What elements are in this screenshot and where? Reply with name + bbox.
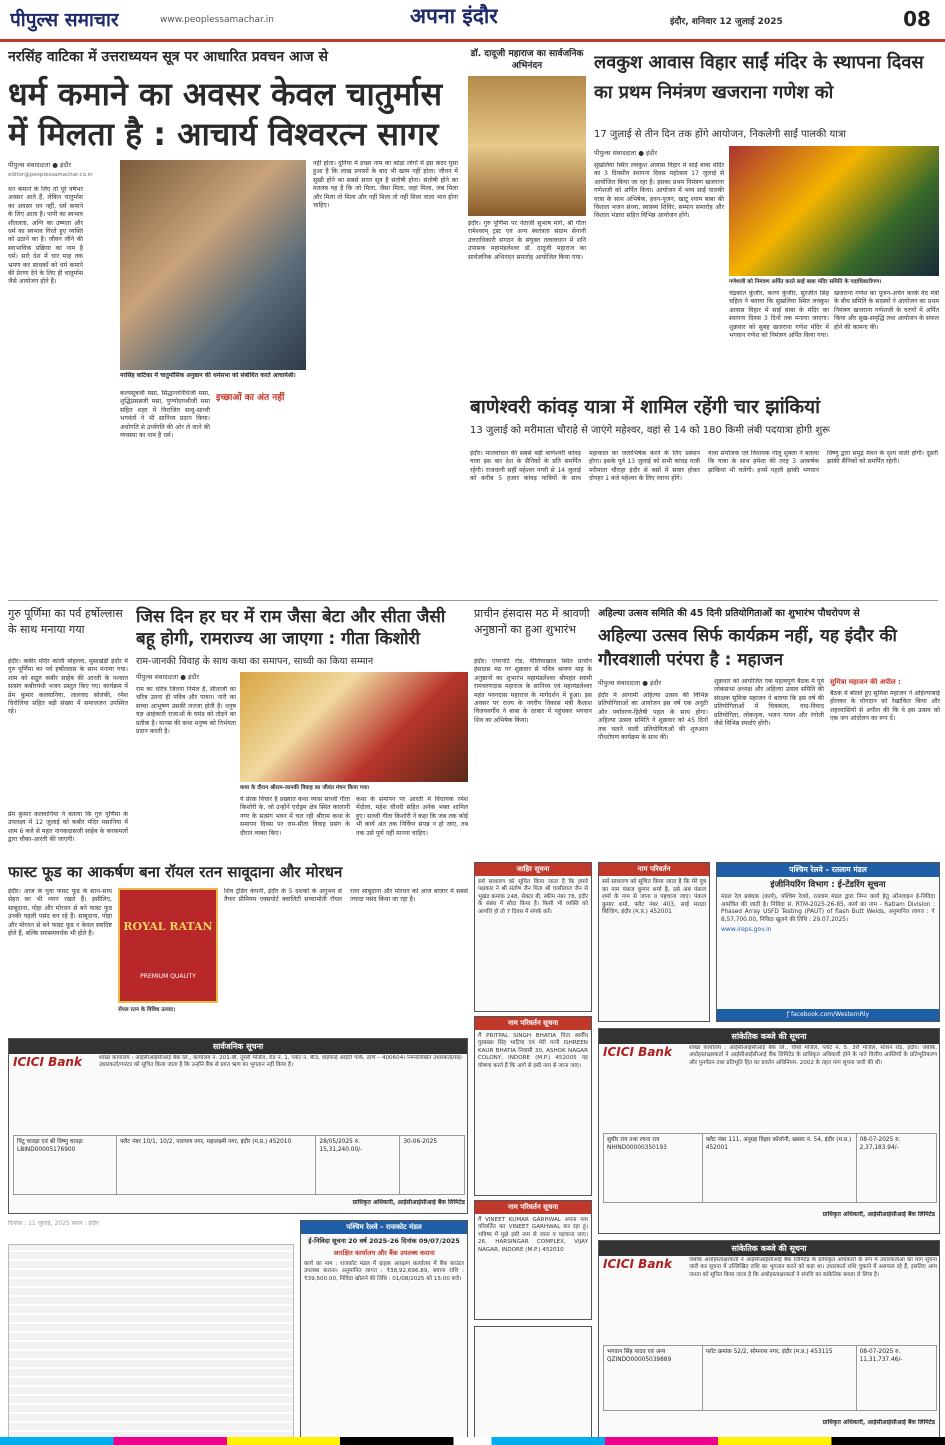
article-body: इंदौर। गुरु पूर्णिमा पर नेताजी सुभाष मार्ग, श्री गीता रामेश्वरम् ट्रस्ट एवं अन्य स्वतंत्रता संग्राम सेनानी उत्तराधिकारी संगठन के संयुक्त तत्वावधान में शनि उपासक महामंडलेश्वर डॉ. दादूजी महाराज का सार्वजनिक अभिनंदन समारोह आयोजित किया गया। [468,220,586,261]
article-body: इंदौर। कबीर मंदिर कोली मोहल्ला, मुसाखेड़ी इंदौर में गुरु पूर्णिमा का पर्व हर्षोल्लास के साथ मनाया गया। शाम को सद्गुरु कबीर साहेब की आरती के पश्चात सत्संग कबीरपंथी भजन प्रस्तुत किए गए। कार्यक्रम में प्रेम कुमार कलवानिया, लालचंद सोलंकी, रमेश चिरोलिया सहित बड़ी संख्या में समाजजन उपस्थित रहे। [8,658,128,716]
table-cell: 08-07-2025 रु. 2,37,183.94/- [859,1137,901,1151]
masthead [0,0,945,42]
article-body: राम का चरित्र जितना निर्मल है, सीताजी का चरित्र उतना ही पवित्र और पावन। नारी का सच्चा आभूषण उसकी लज्जा होती है। धनुष यज्ञ आहंकारी राजाओं के घमंड को तोड़ने का प्रतीक है। मानस की कथा मनुष्य को निर्भयता प्रदान करती है। [136,686,236,736]
notice-signature: प्राधिकृत अधिकारी, आईसीआईसीआई बैंक लिमिटेड [822,1419,935,1426]
notice-title: सांकेतिक कब्जे की सूचना [599,1029,939,1044]
photo-caption: कथा के दौरान श्रीराम-जानकी विवाह का जीवंत मंचन किया गया। [240,785,370,791]
article-photo [468,76,586,216]
dateline: इंदौर, शनिवार 12 जुलाई 2025 [670,17,783,27]
product-label: PREMIUM QUALITY [140,973,196,980]
article-guru-purnima [8,606,128,856]
notice-text: मंडल रेल प्रबंधक (कार्य), पश्चिम रेलवे, रतलाम मंडल द्वारा निम्न कार्य हेतु ऑनलाइन ई-निविदा आमंत्रित की जाती है। निविदा सं. RTM-2025-26-85, कार्य का नाम - Ratlam Division : Phased Array USFD Testing (PAUT) of flash Butt Welds, अनुमानित लागत : ₹ 8,57,700.00, निविदा खुलने की तिथि : 29.07.2025। [721,894,935,923]
bank-logo: ICICI Bank [603,1257,672,1271]
name-change-notice [474,1016,592,1196]
article-body: इंदौर। मालवांचल की सबसे बड़ी बाणेश्वरी कांवड़ यात्रा इस बार देश के सैनिकों के प्रति समर्पित रहेगी। राजधानी सहीं महेश्वर नगरी से 14 जुलाई को करीब 5 हजार कांवड़ यात्रियों के साथ महाकाल का जलाभिषेक करने के लिए प्रस्थान होगा। इसके पूर्व 13 जुलाई को सभी कांवड़ यात्री मरीमाता चौराहा इंदौर से बसों में सवार होकर दोपहर 1 बजे महेश्वर के लिए रवाना होंगे। [470,450,700,483]
article-body: सुखलिया स्थित लवकुश आवास विहार में साईं बाबा मंदिर का 3 दिवसीय स्थापना दिवस महोत्सव 17 जुलाई से आयोजित किया जा रहा है। इसका प्रथम निमंत्रण खजराना गणेशजी को अर्पित किया। आयोजन में भव्य साईं पालकी यात्रा के साथ अभिषेक, हवन-पूजन, खाटू श्याम बाबा की विशाल भजन संध्या, स्वास्थ्य शिविर, सम्मान समारोह और विशाल भंडारा सहित विभिन्न आयोजन होंगे। [594,162,724,220]
facebook-icon: ƒ [786,1011,790,1018]
notice-title: नाम परिवर्तन सूचना [475,1017,591,1030]
table-cell: प्लॉट क्रमांक 52/2, सोमनाथ नगर, इंदौर (म.प्र.) 453115 [703,1346,857,1410]
product-brand: ROYAL RATAN [123,920,213,933]
icici-public-notice [8,1038,468,1214]
table-cell: भगवान सिंह यादव एवं अन्य QZINDO00005039889 [604,1346,703,1410]
article-subhead: राम-जानकी विवाह के साथ कथा का समापन, साध्वी का किया सम्मान [136,656,374,667]
article-body: इंदौर। आज के युवा फास्ट फूड के साथ-साथ सेहत का भी ध्यान रखते हैं। इसीलिए, साबूदाना, पोहा और मोरधन से बने फास्ट फूड उनकी पहली पसंद बन रहे हैं। साबूदाना, पोहा और मोरधन से बने फास्ट फूड न केवल स्वादिष्ट होते हैं, बल्कि स्वास्थ्यवर्धक भी होते हैं। [8,888,112,938]
notice-social-handle[interactable]: facebook.com/WesternRly [790,1011,870,1018]
ad-space [8,1244,294,1440]
article-royal-ratan [8,862,468,1032]
article-saibaba [594,48,939,388]
article-email: editor@peoplessamachar.co.in [8,172,93,178]
bank-logo: ICICI Bank [603,1045,672,1059]
product-caption: रॉयल रतन के विविध उत्पाद। [118,1007,176,1013]
table-cell: 08-07-2025 रु. 11,31,737.46/- [859,1349,903,1363]
photo-caption: गणेशजी को निमंत्रण अर्पित करते साईं बाबा मंदिर समिति के पदाधिकारीगण। [729,279,882,285]
bank-logo: ICICI Bank [13,1055,82,1069]
notice-subtitle-2: आरक्षित कार्यालय और बैंक उपलब्ध कराना [333,1249,435,1257]
article-headline: लवकुश आवास विहार साईं मंदिर के स्थापना दिवस का प्रथम निमंत्रण खजराना गणेश को [594,52,924,103]
notice-text: कार्य का नाम : राजकोट मंडल में ग्राहक आरक्षण कार्यालय में बैंक काउंटर उपलब्ध कराना। अनुमानित लागत : ₹38,92,696.89, बयाना राशि : ₹39,500.00, निविदा खोलने की तिथि : 01/08/2025 को 15:00 बजे। [304,1261,464,1282]
divider [8,600,938,601]
notice-text: सर्व साधारण को सूचित किया जाता है कि मेरे पुत्र का नाम पंकज कुमार शर्मा है, उसे अब पंकज शर्मा के नाम से जाना व पहचाना जाए। पंकज कुमार शर्मा, फ्लैट नंबर 403, साईं मराठा बिल्डिंग, इंदौर (म.प्र.) 452001 [602,879,706,916]
notice-text: शाखा कार्यालय : आईसीआईसीआई बैंक लि., चौथी मंजिल, प्लॉट नं. 5, 3री मंजिल, स्टेशन रोड, इंदौर। जबकि, अधोहस्ताक्षरकर्ता ने आईसीआईसीआई बैंक लिमिटेड के प्राधिकृत अधिकारी होने के नाते वित्तीय आस्तियों के प्रतिभूतिकरण और पुनर्गठन तथा प्रतिभूति हित का प्रवर्तन अधिनियम, 2002 के तहत मांग सूचना जारी की थी। [689,1045,937,1066]
article-headline: गुरु पूर्णिमा का पर्व हर्षोल्लास के साथ मनाया गया [8,607,123,636]
railway-tender-notice [716,862,940,1022]
article-ahilya-utsav [598,606,940,856]
article-headline: फास्ट फूड का आकर्षण बना रॉयल रतन सावूदाना और मोरधन [8,863,343,881]
notice-dated: दिनांक : 11 जुलाई, 2025 स्थान : इंदौर [8,1220,99,1227]
notice-title: जाहिर सूचना [475,863,591,876]
notice-text: शाखा कार्यालय : आईसीआईसीआई बैंक लि., कार्यालय नं. 201-बी, दूसरी मंजिल, रोड नं. 1, प्लॉट नं. बी3, वाईफाई आईटी पार्क, ठाणे – 400604। निम्नलिखित उधारकर्ता/सह-उधारकर्ता/गारंटर को सूचित किया जाता है कि उन्होंने बैंक से प्राप्त ऋण का भुगतान नहीं किया है। [99,1055,463,1069]
notice-table [13,1135,465,1195]
article-geeta-kishori [136,606,468,856]
article-body-col2: शुक्रवार को आयोजित एक महत्वपूर्ण बैठक में पूर्व लोकसभा अध्यक्ष और अहिल्या उत्सव समिति की संरक्षक सुमित्रा महाजन ने बताया कि इस वर्ष की प्रतियोगिताओं में चित्रकला, वाद-विवाद प्रतियोगिता, लोकनृत्य, भजन गायन और रंगोली जैसे विभिन्न स्पर्धाएं होंगी। [714,678,824,728]
article-byline: पीपुल्स संवाददाता ● इंदौर [594,149,657,157]
notice-title: पश्चिम रेलवे – राजकोट मंडल [301,1221,467,1234]
icici-possession-notice-2 [598,1240,940,1440]
notice-signature: प्राधिकृत अधिकारी, आईसीआईसीआई बैंक लिमिटेड [352,1199,465,1206]
table-cell: पिंटू चावड़ा एवं श्री विष्णु चावड़ा LBIND00005176900 [14,1136,117,1194]
article-body-col2: ये प्रेरक विचार है प्रख्यात कथा व्यास साध्वी गीता किशोरी के, जो उन्होंने एरोड्रम क्षेत्र स्थित कालानी नगर के सत्संग भवन में चल रही श्रीराम कथा के समापन दिवस पर राम-सीता विवाह प्रसंग के दौरान व्यक्त किए। [240,796,350,837]
page-number: 08 [897,4,937,34]
article-hansdas [474,606,592,856]
article-kanwad [470,394,940,594]
table-cell: 28/05/2025 रु. 15,31,240.00/- [316,1136,400,1194]
article-body-col2: प्रेम कुमार कलवानिया ने बताया कि गुरु पूर्णिमा के उपलक्ष्य में 12 जुलाई को कबीर मंदिर मसानिया में शाम 6 बजे से महंत नानकदासजी साहेब के करकमलों द्वारा चौका-आरती की जाएगी। [8,811,128,844]
article-byline: पीपुल्स संवाददाता ● इंदौर [136,673,199,681]
notice-title: सार्वजनिक सूचना [9,1039,467,1054]
masthead-website: www.peoplessamachar.in [160,15,274,25]
article-subhead: 13 जुलाई को मरीमाता चौराहे से जाएंगे महेश्वर, वहां से 14 को 180 किमी लंबी पदयात्रा होगी शुरू [470,425,830,436]
rajkot-tender [300,1220,468,1440]
article-body-col2: यात्रा संयोजक एवं विधायक गोलू शुक्ला ने बताया कि यात्रा के साथ हमेशा की तरह 3 आकर्षक झांकियां भी चलेंगी। इनमें पहली झांकी भगवान विष्णु द्वारा समुद्र मंथन के दृश्य वाली होगी। दूसरी झांकी सैनिकों को समर्पित रहेगी। [708,450,938,474]
article-body: इंदौर। एयरपोर्ट रोड, पीलियाखाल स्थित प्राचीन हंसदास मठ पर शुक्रवार से पवित्र श्रावण माह के अनुष्ठानों का शुभारंभ महामंडलेश्वर श्रीमहंत स्वामी रामचरणदास महाराज के सानिध्य एवं महामंडलेश्वर महंत पवनदास महाराज के मार्गदर्शन में हुआ। इस अवसर पर राज्य के नगरीय विकास मंत्री कैलाश विजयवर्गीय ने बाबा के दरबार में पहुंचकर भगवान शिव का अभिषेक किया। [474,658,592,724]
notice-title: पश्चिम रेलवे – रतलाम मंडल [717,863,939,877]
article-subhead: 17 जुलाई से तीन दिन तक होंगे आयोजन, निकलेगी साईं पालकी यात्रा [594,129,847,140]
article-body-col3: खजराना गणेश का पूजन-अर्चन करके वेद मंत्रों के बीच समिति के सदस्यों ने आयोजन का प्रथम निमंत्रण खजराना गणेशजी के चरणों में अर्पित किया और सुख-समृद्धि तथा आयोजन के सफल होने की कामना की। [834,290,939,331]
color-registration-bar [0,1437,945,1445]
article-headline: बाणेश्वरी कांवड़ यात्रा में शामिल रहेंगी चार झांकियां [470,396,821,418]
notice-signature: प्राधिकृत अधिकारी, आईसीआईसीआई बैंक लिमिटेड [822,1211,935,1218]
table-cell: सुधीर राय तथा रचना राय NHIND00000350193 [604,1134,703,1202]
article-photo [120,160,306,370]
article-body-col3: नहीं होता। दुनिया में इच्छा नाम का कोड़ा लोगों में इस कदर घुसा हुआ है कि लाख प्रयासों के बाद भी खत्म नहीं होता। जीवन में सुखी होने का सबसे सरल सूत्र है संतोषी होना। संतोषी होने का मतलब यह है कि जो मिला, जैसा मिला, जहां मिला, जब मिला और मिला तो मिला और नहीं मिला तो नहीं मिला वाला भाव होना चाहिए। [313,160,458,210]
notice-table [603,1133,937,1203]
naam-parivartan-notice [598,862,710,1022]
article-body: धन कमाने के लिए तो पूरे वर्षभर अवसर आते हैं, लेकिन चातुर्मास का अवसर धन नहीं, धर्म कमाने के लिए आता है। पानी का स्वभाव शीतलता, अग्नि का उष्णता और धर्म का स्वभाव गिरते हुए व्यक्ति को उठाने का है। जीवन जीने की स्वाभाविक प्रक्रिया का नाम है धर्म। सारे देश में चार माह तक भ्रमण कर साधकों को धर्म कमाने की प्रेरणा देने के लिए ही चातुर्मास जैसे आयोजन होते हैं। [8,186,83,286]
article-photo [240,672,468,782]
name-change-notice-2 [474,1200,592,1320]
icici-possession-notice [598,1028,940,1234]
notice-table [603,1345,937,1411]
article-body-col2: कल्पसूत्रजी मसा, सिद्धान्तनिधिजी मसा, शुद्धिप्रसन्नजी मसा, पुण्योदयश्रीजी मसा सहित शहर में विराजित साधु-साध्वी भगवंतों ने भी सानिध्य प्रदान किया। अधोगति से उर्ध्वगति की ओर ले जाने की व्यवस्था का नाम है धर्म। [120,390,210,440]
section-title: अपना इंदौर [410,4,498,28]
article-headline: अहिल्या उत्सव सिर्फ कार्यक्रम नहीं, यह इंदौर की गौरवशाली परंपरा है : महाजन [598,626,897,670]
notice-text: सर्व साधारण को सूचित किया जाता है कि हमारे पक्षकार ने श्री संतोष जैन पिता श्री घासीलाल जैन से भूखंड क्रमांक 248, सेक्टर बी, स्कीम नंबर 78, इंदौर के संबंध में सौदा किया है। किसी भी व्यक्ति को आपत्ति हो तो 7 दिवस में संपर्क करें। [478,879,588,915]
notice-text: मैं PRITPAL SINGH BHATIA पिता स्वर्गीय गुरबख्श सिंह भाटिया एवं मेरी पत्नी ISHREEN KAUR BHATIA निवासी 30, ASHOK NAGAR COLONY, INDORE (M.P.) 452005 यह घोषणा करते हैं कि आगे से इसी नाम से जाना जाए। [478,1033,588,1069]
table-cell: फ्लैट नंबर 10/1, 10/2, नारायण नगर, महालक्ष्मी नगर, इंदौर (म.प्र.) 452010 [117,1136,316,1194]
article-subhead: इच्छाओं का अंत नहीं [216,393,285,403]
photo-caption: नरसिंह वाटिका में चातुर्मासिक अनुष्ठान की धर्मसभा को संबोधित करते आचार्यश्री। [120,372,296,379]
table-cell: फ्लैट नंबर 111, अनुग्रह विहार कॉलोनी, खसरा नं. 54, इंदौर (म.प्र.) 452001 [703,1134,857,1202]
article-headline: प्राचीन हंसदास मठ में श्रावणी अनुष्ठानों का हुआ शुभारंभ [474,607,590,636]
notice-subtitle: इंजीनियरिंग विभाग : ई-टेंडरिंग सूचना [770,880,886,890]
notice-website[interactable]: www.ireps.gov.in [721,926,772,934]
article-byline: पीपुल्स संवाददाता ● इंदौर [598,679,661,687]
article-body-col2: चंद्रकांत कुंजीर, करण कुंजीर, सुरजीत सिंह चहिल ने बताया कि सुखलिया स्थित लवकुश आवास विहार में साईं बाबा के मंदिर का स्थापना दिवस 3 दिनों तक मनाया जाएगा। शुक्रवार को सुबह खजराना गणेश मंदिर में भगवान गणेश को निमंत्रण अर्पित किया गया। [729,290,829,340]
article-body-col3: कथा के समापन पर आरती में विधायक रमेश मेंदोला, महेश चौधरी सहित अनेक भक्त शामिल हुए। साध्वी गीता किशोरी ने कहा कि जब तक कोई भी कार्य अंत तक निर्विघ्न संपन्न न हो जाए, तब तक उसे पूर्ण नहीं मानना चाहिए। [356,796,468,837]
article-headline: धर्म कमाने का अवसर केवल चातुर्मास में मिलता है : आचार्य विश्वरत्न सागर [8,75,443,153]
table-cell: 30-06-2025 [403,1139,438,1145]
notice-subtitle: ई-निविदा सूचना 20 वर्ष 2025-26 दिनांक 09/07/2025 [308,1237,460,1245]
article-body-col3: बैठक में बोलते हुए सुमित्रा महाजन ने अहिल्याबाई होलकर के योगदान को रेखांकित किया और शहरवासियों से अपील की कि वे इस उत्सव को एक जन आंदोलन का रूप दें। [830,690,940,723]
rajkot-tender-notice [474,1326,592,1440]
product-pack [118,888,218,1003]
notice-text: जबकि अधोहस्ताक्षरकर्ता ने आईसीआईसीआई बैंक लिमिटेड के प्राधिकृत अधिकारी के रूप में उधारकर्ताओं को मांग सूचना जारी कर सूचना में उल्लिखित राशि का भुगतान करने को कहा था। उधारकर्ता राशि चुकाने में असफल रहे हैं, इसलिए आम जनता को सूचित किया जाता है कि अधोहस्ताक्षरकर्ता ने संपत्ति का सांकेतिक कब्जा ले लिया है। [689,1257,937,1278]
article-body-col2: शिव ट्रेडिंग कंपनी, इंदौर के 5 दशकों के अनुभव से तैयार प्रीमियम एक्सपोर्ट क्वालिटी सच्चामोती रॉयल रतन साबूदाना और मोरधन को आज बाजार में सबसे ज्यादा पसंद किया जा रहा है। [224,888,468,904]
article-kicker: डॉ. दादूजी महाराज का सार्वजनिक अभिनंदन [470,49,584,71]
article-headline: जिस दिन हर घर में राम जैसा बेटा और सीता जैसी बहू होगी, रामराज्य आ जाएगा : गीता किशोरी [136,607,446,649]
article-kicker: नरसिंह वाटिका में उत्तराध्ययन सूत्र पर आधारित प्रवचन आज से [8,49,329,65]
masthead-logo: पीपुल्स समाचार [10,9,119,31]
public-notice [474,862,592,1012]
article-acharya [8,48,460,588]
article-kicker: अहिल्या उत्सव समिति की 45 दिनी प्रतियोगिताओं का शुभारंभ पौधरोपण से [598,608,860,619]
article-body: इंदौर में आगामी अहिल्या उत्सव की विभिन्न प्रतियोगिताओं का आयोजन इस वर्ष एक अनूठी और पर्यावरण-हितैषी पहल के साथ होगा। अहिल्या उत्सव समिति ने शुक्रवार को 45 दिनों तक चलने वाली प्रतियोगिताओं की शुरुआत पौधरोपण कार्यक्रम के साथ की। [598,692,708,742]
notice-title: नाम परिवर्तन सूचना [475,1201,591,1214]
notice-social-footer [717,1009,939,1021]
article-subhead: सुमित्रा महाजन की अपील : [830,678,901,686]
notice-title: सांकेतिक कब्जे की सूचना [599,1241,939,1256]
notice-title: नाम परिवर्तन [599,863,709,876]
notice-text: मैं VINEET KUMAR GARHWAL अपना नाम परिवर्तित कर VINEET GARHWAL कर रहा हूं। भविष्य में मुझे इसी नाम से जाना व पहचाना जाए। 26, HARSINGAR COMPLEX, VIJAY NAGAR, INDORE (M.P.) 452010 [478,1217,588,1253]
article-photo [729,146,939,276]
article-byline: पीपुल्स संवाददाता ● इंदौर [8,161,71,169]
